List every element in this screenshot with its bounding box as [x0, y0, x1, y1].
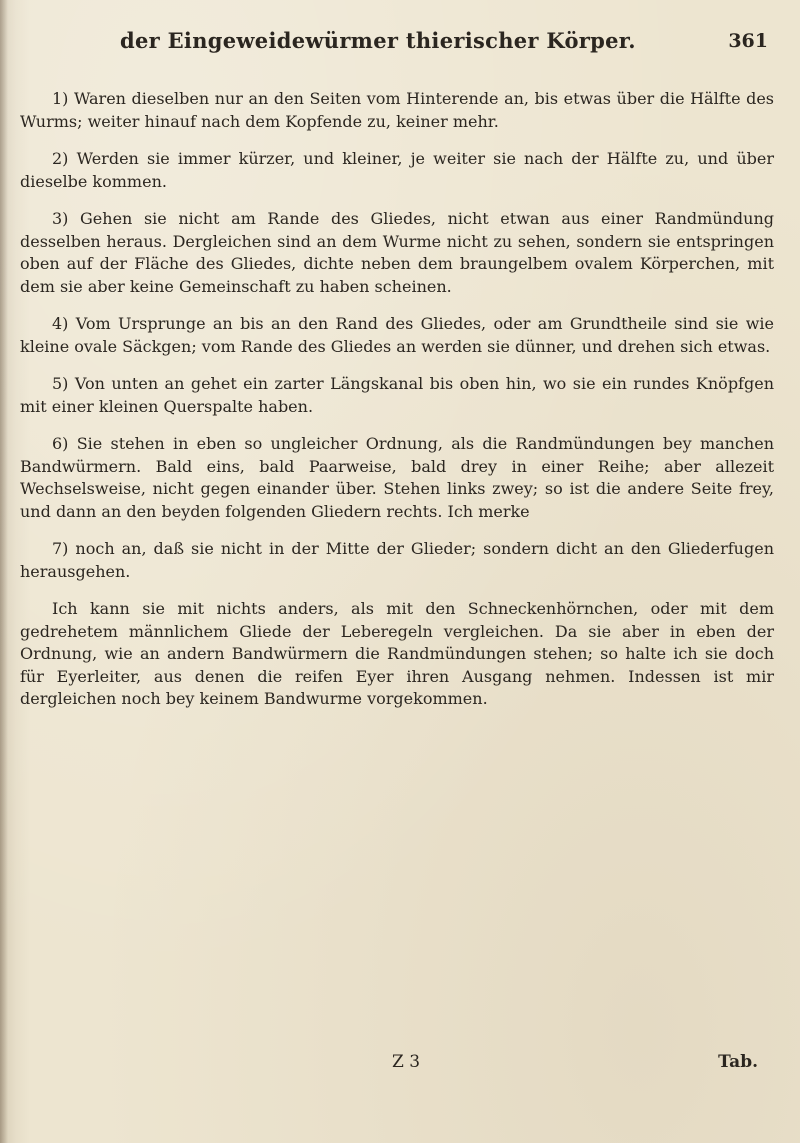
page-number: 361 [728, 30, 768, 52]
binding-shadow [0, 0, 8, 1143]
page-footer [0, 1052, 800, 1082]
paragraph-2: 2) Werden sie immer kürzer, und kleiner, je weiter sie nach der Hälfte zu, und über dieselbe kommen. [20, 149, 774, 191]
running-title: der Eingeweidewürmer thierischer Körper. [120, 28, 636, 53]
catchword: Tab. [718, 1052, 758, 1072]
paragraph-6: 6) Sie stehen in eben so ungleicher Ordnung, als die Randmündungen bey manchen Bandwürmern. Bald eins, bald Paarweise, bald drey in einer Reihe; aber allezeit Wechselsweise, nicht gegen einander über. Stehen links zwey; so ist die andere Seite frey, und dann an den beyden folgenden Gliedern rechts. Ich merke [20, 434, 774, 521]
paragraph-4: 4) Vom Ursprunge an bis an den Rand des Gliedes, oder am Grundtheile sind sie wie kleine ovale Säckgen; vom Rande des Gliedes an werden sie dünner, und drehen sich etwas. [20, 314, 774, 356]
paragraph-5: 5) Von unten an gehet ein zarter Längskanal bis oben hin, wo sie ein rundes Knöpfgen mit einer kleinen Querspalte haben. [20, 374, 774, 416]
body-text [8, 88, 778, 711]
paragraph-3: 3) Gehen sie nicht am Rande des Gliedes, nicht etwan aus einer Randmündung desselben heraus. Dergleichen sind an dem Wurme nicht zu sehen, sondern sie entspringen oben auf der Fläche des Gliedes, dichte neben dem braungelbem ovalem Körperchen, mit dem sie aber keine Gemeinschaft zu haben scheinen. [20, 209, 774, 296]
paragraph-1: 1) Waren dieselben nur an den Seiten vom Hinterende an, bis etwas über die Hälfte des Wurms; weiter hinauf nach dem Kopfende zu, keiner mehr. [20, 89, 774, 131]
paragraph-8: Ich kann sie mit nichts anders, als mit den Schneckenhörnchen, oder mit dem gedrehetem männlichem Gliede der Leberegeln vergleichen. Da sie aber in eben der Ordnung, wie an andern Bandwürmern die Randmündungen stehen; so halte ich sie doch für Eyerleiter, aus denen die reifen Eyer ihren Ausgang nehmen. Indessen ist mir dergleichen noch bey keinem Bandwurme vorgekommen. [20, 599, 774, 708]
running-head [120, 28, 780, 58]
signature-mark: Z 3 [392, 1052, 421, 1072]
paragraph-7: 7) noch an, daß sie nicht in der Mitte der Glieder; sondern dicht an den Gliederfugen herausgehen. [20, 539, 774, 581]
